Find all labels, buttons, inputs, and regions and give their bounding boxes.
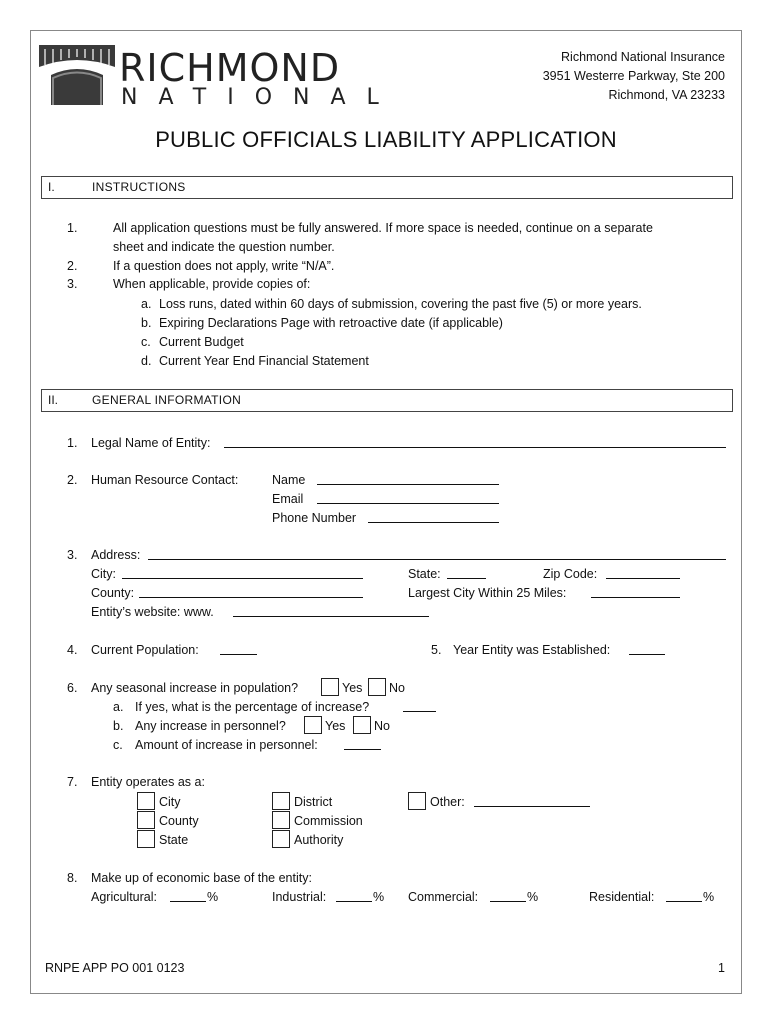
commercial-field[interactable] (490, 889, 526, 902)
subitem-letter: a. (141, 297, 152, 311)
hr-name-field[interactable] (317, 472, 499, 485)
question-number: 2. (67, 473, 78, 487)
city-label: City: (91, 567, 116, 581)
hr-email-field[interactable] (317, 491, 499, 504)
logo-subword: NATIONAL (121, 85, 400, 110)
subitem-letter: c. (141, 335, 151, 349)
bridge-logo-icon (39, 45, 117, 107)
subitem-letter: c. (113, 738, 123, 752)
agricultural-field[interactable] (170, 889, 206, 902)
logo-wordmark: RICHMOND (119, 46, 341, 90)
legal-name-field[interactable] (224, 435, 726, 448)
page-title: PUBLIC OFFICIALS LIABILITY APPLICATION (155, 127, 617, 152)
industrial-field[interactable] (336, 889, 372, 902)
website-field[interactable] (233, 604, 429, 617)
option-commission-label: Commission (294, 814, 363, 828)
address-field[interactable] (148, 547, 726, 560)
yes-label: Yes (342, 681, 363, 695)
company-address-block (543, 48, 725, 105)
no-label: No (374, 719, 390, 733)
address-label: Address: (91, 548, 141, 562)
city-checkbox[interactable] (137, 792, 155, 810)
hr-email-label: Email (272, 492, 304, 506)
entity-type-label: Entity operates as a: (91, 775, 205, 789)
subitem-text: Current Budget (159, 335, 244, 349)
subitem-letter: d. (141, 354, 152, 368)
other-field[interactable] (474, 794, 590, 807)
option-other-label: Other: (430, 795, 465, 809)
company-street: 3951 Westerre Parkway, Ste 200 (542, 69, 725, 83)
percentage-increase-field[interactable] (403, 699, 436, 712)
section-instructions-header (41, 176, 733, 199)
other-checkbox[interactable] (408, 792, 426, 810)
legal-name-label: Legal Name of Entity: (91, 436, 211, 450)
largest-city-label: Largest City Within 25 Miles: (408, 586, 567, 600)
section-number: I. (48, 180, 55, 194)
question-number: 5. (431, 643, 442, 657)
personnel-amount-field[interactable] (344, 737, 381, 750)
instruction-number: 1. (67, 221, 78, 235)
percent-sign: % (373, 890, 385, 904)
no-label: No (389, 681, 405, 695)
page-number: 1 (718, 961, 725, 975)
county-label: County: (91, 586, 135, 600)
personnel-yes-checkbox[interactable] (304, 716, 322, 734)
state-field[interactable] (447, 566, 486, 579)
personnel-amount-label: Amount of increase in personnel: (135, 738, 318, 752)
residential-field[interactable] (666, 889, 702, 902)
option-state-label: State (159, 833, 189, 847)
instruction-text: When applicable, provide copies of: (113, 277, 311, 291)
subitem-text: Loss runs, dated within 60 days of submission, covering the past five (5) or more years. (159, 297, 642, 311)
percentage-increase-label: If yes, what is the percentage of increase? (135, 700, 370, 714)
percent-sign: % (703, 890, 715, 904)
authority-checkbox[interactable] (272, 830, 290, 848)
percent-sign: % (207, 890, 219, 904)
section-label: GENERAL INFORMATION (92, 393, 242, 407)
option-county-label: County (159, 814, 199, 828)
richmond-national-logo (39, 45, 400, 110)
seasonal-yes-checkbox[interactable] (321, 678, 339, 696)
county-checkbox[interactable] (137, 811, 155, 829)
subitem-letter: b. (113, 719, 124, 733)
instruction-text: If a question does not apply, write “N/A”. (113, 259, 335, 273)
section-general-info-header (41, 389, 733, 412)
subitem-text: Current Year End Financial Statement (159, 354, 369, 368)
hr-name-label: Name (272, 473, 306, 487)
question-number: 3. (67, 548, 78, 562)
hr-phone-label: Phone Number (272, 511, 357, 525)
application-page (30, 30, 742, 994)
state-checkbox[interactable] (137, 830, 155, 848)
subitem-letter: a. (113, 700, 124, 714)
section-number: II. (48, 393, 59, 407)
company-name: Richmond National Insurance (561, 50, 725, 64)
zip-field[interactable] (606, 566, 680, 579)
hr-contact-label: Human Resource Contact: (91, 473, 239, 487)
website-label: Entity’s website: www. (91, 605, 214, 619)
instruction-text-continued: sheet and indicate the question number. (113, 240, 335, 254)
state-label: State: (408, 567, 441, 581)
company-city-state: Richmond, VA 23233 (608, 88, 725, 102)
personnel-increase-label: Any increase in personnel? (135, 719, 286, 733)
question-number: 8. (67, 871, 78, 885)
instruction-text: All application questions must be fully answered. If more space is needed, continue on a separate (113, 221, 653, 235)
question-number: 1. (67, 436, 78, 450)
instruction-number: 2. (67, 259, 78, 273)
city-field[interactable] (122, 566, 363, 579)
option-district-label: District (294, 795, 333, 809)
yes-label: Yes (325, 719, 346, 733)
zip-label: Zip Code: (543, 567, 598, 581)
commission-checkbox[interactable] (272, 811, 290, 829)
form-code: RNPE APP PO 001 0123 (45, 961, 185, 975)
subitem-letter: b. (141, 316, 152, 330)
percent-sign: % (527, 890, 539, 904)
agricultural-label: Agricultural: (91, 890, 157, 904)
option-city-label: City (159, 795, 181, 809)
economic-base-label: Make up of economic base of the entity: (91, 871, 312, 885)
personnel-no-checkbox[interactable] (353, 716, 371, 734)
county-field[interactable] (139, 585, 363, 598)
industrial-label: Industrial: (272, 890, 327, 904)
hr-phone-field[interactable] (368, 510, 499, 523)
option-authority-label: Authority (294, 833, 344, 847)
question-number: 7. (67, 775, 78, 789)
instruction-number: 3. (67, 277, 78, 291)
section-label: INSTRUCTIONS (92, 180, 186, 194)
subitem-text: Expiring Declarations Page with retroactive date (if applicable) (159, 316, 503, 330)
year-established-field[interactable] (629, 642, 665, 655)
question-number: 6. (67, 681, 78, 695)
population-field[interactable] (220, 642, 257, 655)
seasonal-no-checkbox[interactable] (368, 678, 386, 696)
residential-label: Residential: (589, 890, 655, 904)
commercial-label: Commercial: (408, 890, 479, 904)
population-label: Current Population: (91, 643, 199, 657)
largest-city-field[interactable] (591, 585, 680, 598)
year-established-label: Year Entity was Established: (453, 643, 611, 657)
question-number: 4. (67, 643, 78, 657)
seasonal-increase-label: Any seasonal increase in population? (91, 681, 299, 695)
district-checkbox[interactable] (272, 792, 290, 810)
